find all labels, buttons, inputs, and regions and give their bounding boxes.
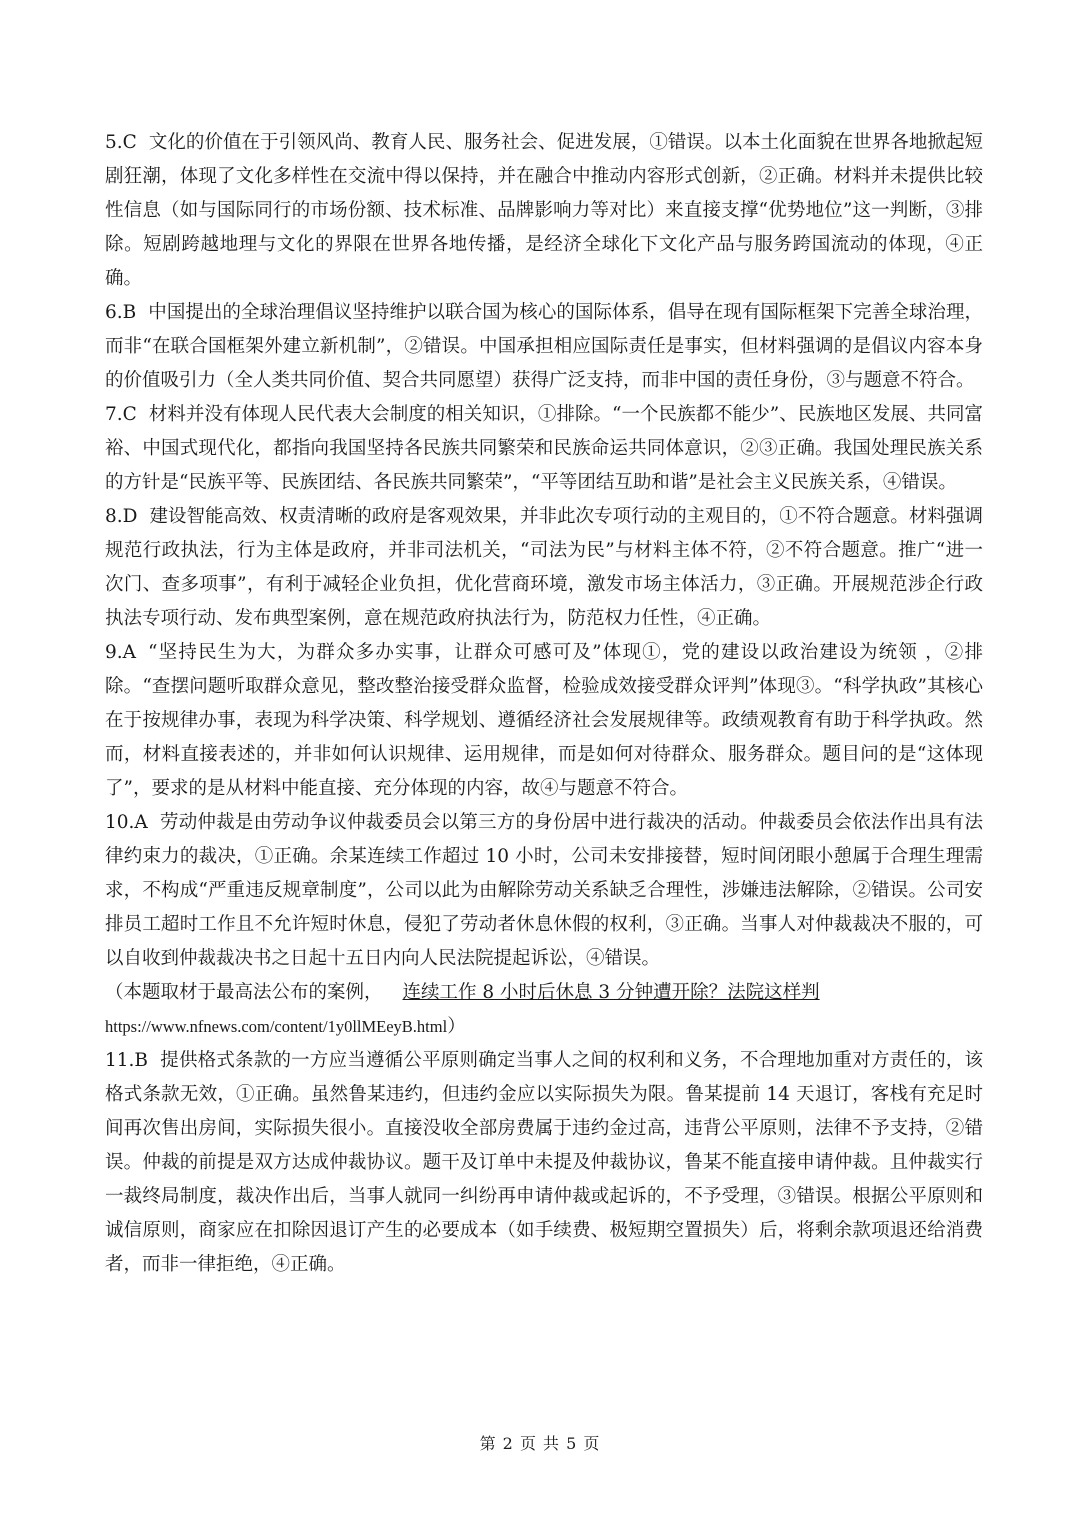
source-note xyxy=(105,976,983,1044)
answer-item-8 xyxy=(105,500,983,636)
answer-item-5 xyxy=(105,126,983,296)
answer-item-11 xyxy=(105,1044,983,1282)
answer-number: 6.B xyxy=(105,302,137,323)
answer-number: 8.D xyxy=(105,506,138,527)
answer-number: 9.A xyxy=(105,642,137,663)
answer-explanations xyxy=(105,126,983,1282)
source-article-link[interactable]: 连续工作 8 小时后休息 3 分钟遭开除？法院这样判 xyxy=(402,982,820,1003)
answer-explanation: 中国提出的全球治理倡议坚持维护以联合国为核心的国际体系，倡导在现有国际框架下完善全球治理，而非“在联合国框架外建立新机制”，②错误。中国承担相应国际责任是事实，但材料强调的是倡议内容本身的价值吸引力（全人类共同价值、契合共同愿望）获得广泛支持，而非中国的责任身份，③与题意不符合。 xyxy=(105,302,983,391)
answer-number: 10.A xyxy=(105,812,148,833)
source-prefix: （本题取材于最高法公布的案例， xyxy=(105,982,383,1003)
page-number: 第 2 页 共 5 页 xyxy=(479,1434,601,1453)
source-suffix: ） xyxy=(447,1016,466,1037)
answer-item-9 xyxy=(105,636,983,806)
answer-number: 5.C xyxy=(105,132,137,153)
answer-item-7 xyxy=(105,398,983,500)
answer-number: 7.C xyxy=(105,404,137,425)
answer-explanation: “坚持民生为大，为群众多办实事，让群众可感可及”体现①，党的建设以政治建设为统领 ，②排除。“查摆问题听取群众意见，整改整治接受群众监督，检验成效接受群众评判”体现③。“科学执政”其核心在于按规律办事，表现为科学决策、科学规划、遵循经济社会发展规律等。政绩观教育有助于科学执政。然而，材料直接表述的，并非如何认识规律、运用规律，而是如何对待群众、服务群众。题目问的是“这体现了”，要求的是从材料中能直接、充分体现的内容，故④与题意不符合。 xyxy=(105,642,983,799)
answer-item-10 xyxy=(105,806,983,976)
answer-item-6 xyxy=(105,296,983,398)
source-url[interactable]: https://www.nfnews.com/content/1y0llMEeyB.html xyxy=(105,1017,448,1036)
answer-explanation: 劳动仲裁是由劳动争议仲裁委员会以第三方的身份居中进行裁决的活动。仲裁委员会依法作出具有法律约束力的裁决，①正确。余某连续工作超过 10 小时，公司未安排接替，短时间闭眼小憩属于合理生理需求，不构成“严重违反规章制度”，公司以此为由解除劳动关系缺乏合理性，涉嫌违法解除，②错误。公司安排员工超时工作且不允许短时休息，侵犯了劳动者休息休假的权利，③正确。当事人对仲裁裁决不服的，可以自收到仲裁裁决书之日起十五日内向人民法院提起诉讼，④错误。 xyxy=(105,812,983,969)
answer-number: 11.B xyxy=(105,1050,149,1071)
answer-explanation: 文化的价值在于引领风尚、教育人民、服务社会、促进发展，①错误。以本土化面貌在世界各地掀起短剧狂潮，体现了文化多样性在交流中得以保持，并在融合中推动内容形式创新，②正确。材料并未提供比较性信息（如与国际同行的市场份额、技术标准、品牌影响力等对比）来直接支撑“优势地位”这一判断，③排除。短剧跨越地理与文化的界限在世界各地传播，是经济全球化下文化产品与服务跨国流动的体现，④正确。 xyxy=(105,132,983,289)
answer-explanation: 材料并没有体现人民代表大会制度的相关知识，①排除。“一个民族都不能少”、民族地区发展、共同富裕、中国式现代化，都指向我国坚持各民族共同繁荣和民族命运共同体意识，②③正确。我国处理民族关系的方针是“民族平等、民族团结、各民族共同繁荣”，“平等团结互助和谐”是社会主义民族关系，④错误。 xyxy=(105,404,983,493)
answer-explanation: 提供格式条款的一方应当遵循公平原则确定当事人之间的权利和义务，不合理地加重对方责任的，该格式条款无效，①正确。虽然鲁某违约，但违约金应以实际损失为限。鲁某提前 14 天退订，客栈有充足时间再次售出房间，实际损失很小。直接没收全部房费属于违约金过高，违背公平原则，法律不予支持，②错误。仲裁的前提是双方达成仲裁协议。题干及订单中未提及仲裁协议，鲁某不能直接申请仲裁。且仲裁实行一裁终局制度，裁决作出后，当事人就同一纠纷再申请仲裁或起诉的，不予受理，③错误。根据公平原则和诚信原则，商家应在扣除因退订产生的必要成本（如手续费、极短期空置损失）后，将剩余款项退还给消费者，而非一律拒绝，④正确。 xyxy=(105,1050,983,1275)
answer-explanation: 建设智能高效、权责清晰的政府是客观效果，并非此次专项行动的主观目的，①不符合题意。材料强调规范行政执法，行为主体是政府，并非司法机关，“司法为民”与材料主体不符，②不符合题意。推广“进一次门、查多项事”，有利于减轻企业负担，优化营商环境，激发市场主体活力，③正确。开展规范涉企行政执法专项行动、发布典型案例，意在规范政府执法行为，防范权力任性，④正确。 xyxy=(105,506,983,629)
